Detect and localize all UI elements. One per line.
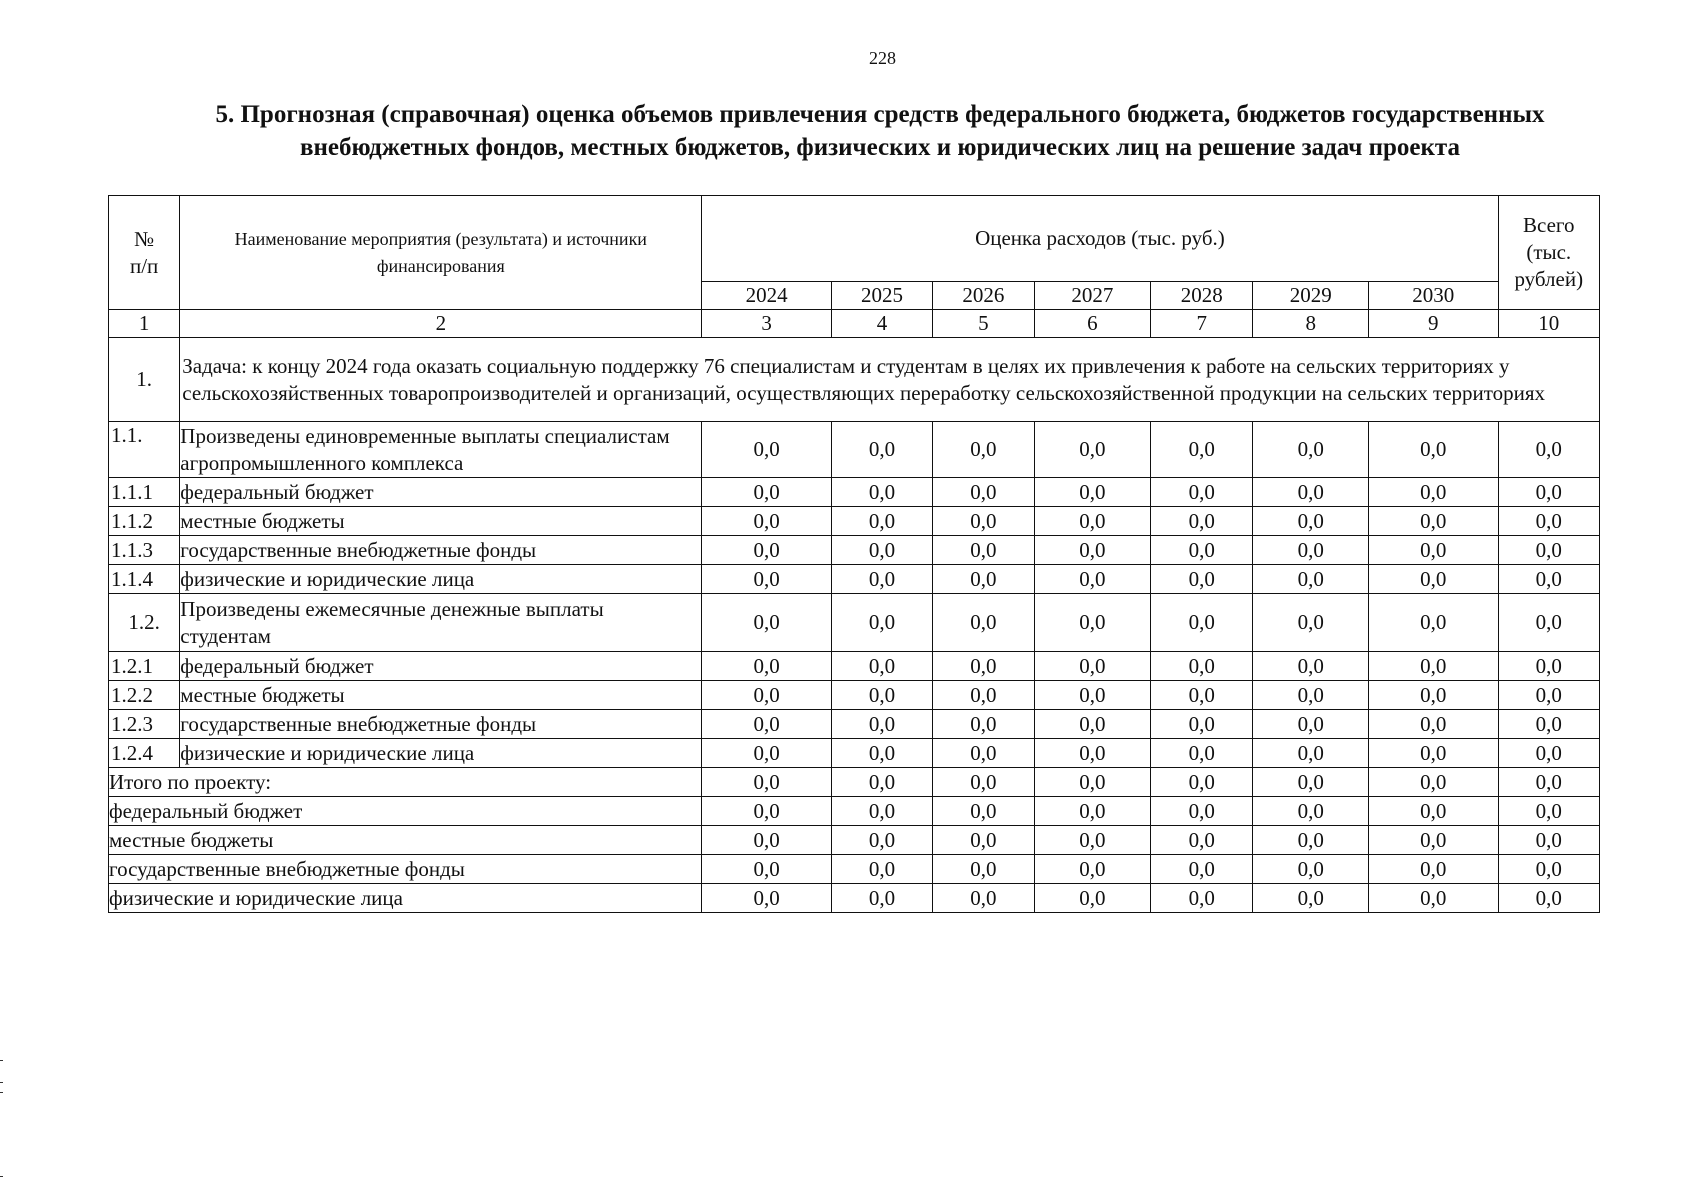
row-name: федеральный бюджет	[180, 652, 702, 681]
value-cell: 0,0	[831, 710, 932, 739]
total-value-cell: 0,0	[1151, 855, 1253, 884]
row-num: 1.1.	[109, 422, 180, 478]
row-name: государственные внебюджетные фонды	[180, 710, 702, 739]
row-num: 1.1.2	[109, 507, 180, 536]
header-row	[109, 196, 1600, 282]
header-total-line2: (тыс.	[1526, 240, 1572, 264]
total-value-cell: 0,0	[831, 855, 932, 884]
row-name: государственные внебюджетные фонды	[180, 536, 702, 565]
value-cell: 0,0	[1151, 507, 1253, 536]
header-total-line3: рублей)	[1514, 267, 1584, 291]
total-name: Итого по проекту:	[109, 768, 702, 797]
total-value-cell: 0,0	[831, 768, 932, 797]
row-name: Произведены единовременные выплаты специалистам агропромышленного комплекса	[180, 422, 702, 478]
value-cell: 0,0	[1498, 681, 1599, 710]
total-value-cell: 0,0	[1368, 884, 1498, 913]
total-value-cell: 0,0	[831, 884, 932, 913]
total-value-cell: 0,0	[702, 768, 832, 797]
total-value-cell: 0,0	[702, 797, 832, 826]
value-cell: 0,0	[1498, 739, 1599, 768]
total-value-cell: 0,0	[1498, 826, 1599, 855]
value-cell: 0,0	[1034, 478, 1150, 507]
scan-mark	[0, 1176, 3, 1177]
total-value-cell: 0,0	[1498, 797, 1599, 826]
value-cell: 0,0	[1368, 536, 1498, 565]
total-name: физические и юридические лица	[109, 884, 702, 913]
header-total	[1498, 196, 1599, 310]
value-cell: 0,0	[1151, 536, 1253, 565]
total-value-cell: 0,0	[1368, 826, 1498, 855]
value-cell: 0,0	[831, 652, 932, 681]
total-value-cell: 0,0	[1498, 768, 1599, 797]
value-cell: 0,0	[1034, 565, 1150, 594]
total-row	[109, 826, 1600, 855]
value-cell: 0,0	[702, 739, 832, 768]
table-row	[109, 478, 1600, 507]
row-name: местные бюджеты	[180, 507, 702, 536]
total-name: местные бюджеты	[109, 826, 702, 855]
total-value-cell: 0,0	[1498, 884, 1599, 913]
year-cell: 2025	[831, 282, 932, 310]
total-value-cell: 0,0	[1368, 768, 1498, 797]
total-row	[109, 797, 1600, 826]
row-num: 1.2.	[109, 594, 180, 652]
task-row	[109, 338, 1600, 422]
total-name: государственные внебюджетные фонды	[109, 855, 702, 884]
year-cell: 2029	[1253, 282, 1368, 310]
value-cell: 0,0	[1151, 478, 1253, 507]
value-cell: 0,0	[1368, 652, 1498, 681]
value-cell: 0,0	[1368, 710, 1498, 739]
value-cell: 0,0	[933, 536, 1034, 565]
value-cell: 0,0	[933, 565, 1034, 594]
value-cell: 0,0	[1498, 710, 1599, 739]
value-cell: 0,0	[831, 478, 932, 507]
year-cell: 2028	[1151, 282, 1253, 310]
total-value-cell: 0,0	[1253, 768, 1368, 797]
total-value-cell: 0,0	[702, 884, 832, 913]
value-cell: 0,0	[831, 536, 932, 565]
value-cell: 0,0	[1253, 507, 1368, 536]
value-cell: 0,0	[1034, 739, 1150, 768]
total-value-cell: 0,0	[702, 826, 832, 855]
year-cell: 2024	[702, 282, 832, 310]
total-value-cell: 0,0	[831, 826, 932, 855]
value-cell: 0,0	[1253, 565, 1368, 594]
total-name: федеральный бюджет	[109, 797, 702, 826]
total-value-cell: 0,0	[933, 826, 1034, 855]
table-row	[109, 681, 1600, 710]
header-name: Наименование мероприятия (результата) и источники финансирования	[180, 196, 702, 310]
value-cell: 0,0	[933, 422, 1034, 478]
table-row	[109, 710, 1600, 739]
value-cell: 0,0	[933, 681, 1034, 710]
table-row	[109, 507, 1600, 536]
year-cell: 2030	[1368, 282, 1498, 310]
value-cell: 0,0	[1151, 594, 1253, 652]
total-value-cell: 0,0	[1151, 884, 1253, 913]
header-num-line1: №	[134, 226, 155, 251]
document-title	[110, 98, 1650, 164]
title-line-1: 5. Прогнозная (справочная) оценка объемов привлечения средств федерального бюджета, бюджетов государственных	[215, 101, 1545, 128]
total-value-cell: 0,0	[933, 855, 1034, 884]
value-cell: 0,0	[702, 565, 832, 594]
value-cell: 0,0	[933, 478, 1034, 507]
value-cell: 0,0	[1253, 422, 1368, 478]
row-num: 1.1.4	[109, 565, 180, 594]
col-number: 8	[1253, 310, 1368, 338]
value-cell: 0,0	[1498, 422, 1599, 478]
value-cell: 0,0	[702, 478, 832, 507]
row-num: 1.2.2	[109, 681, 180, 710]
value-cell: 0,0	[1151, 739, 1253, 768]
value-cell: 0,0	[1151, 565, 1253, 594]
col-number: 1	[109, 310, 180, 338]
value-cell: 0,0	[1034, 710, 1150, 739]
col-number: 4	[831, 310, 932, 338]
total-value-cell: 0,0	[1034, 826, 1150, 855]
table-row	[109, 739, 1600, 768]
total-value-cell: 0,0	[1034, 884, 1150, 913]
value-cell: 0,0	[1034, 507, 1150, 536]
col-number: 9	[1368, 310, 1498, 338]
header-num	[109, 196, 180, 310]
col-number: 3	[702, 310, 832, 338]
value-cell: 0,0	[1253, 536, 1368, 565]
value-cell: 0,0	[1368, 681, 1498, 710]
value-cell: 0,0	[1034, 536, 1150, 565]
table-row	[109, 652, 1600, 681]
value-cell: 0,0	[1253, 652, 1368, 681]
scan-mark	[0, 1060, 3, 1061]
total-value-cell: 0,0	[1034, 855, 1150, 884]
value-cell: 0,0	[1151, 710, 1253, 739]
value-cell: 0,0	[1151, 652, 1253, 681]
column-number-row	[109, 310, 1600, 338]
value-cell: 0,0	[831, 739, 932, 768]
value-cell: 0,0	[831, 681, 932, 710]
total-value-cell: 0,0	[1253, 884, 1368, 913]
year-cell: 2027	[1034, 282, 1150, 310]
row-name: физические и юридические лица	[180, 565, 702, 594]
value-cell: 0,0	[702, 422, 832, 478]
page-number: 228	[869, 48, 896, 68]
header-total-line1: Всего	[1523, 213, 1575, 237]
value-cell: 0,0	[933, 507, 1034, 536]
value-cell: 0,0	[1498, 536, 1599, 565]
row-num: 1.2.3	[109, 710, 180, 739]
table-row	[109, 565, 1600, 594]
table-row	[109, 422, 1600, 478]
row-num: 1.1.3	[109, 536, 180, 565]
row-name: Произведены ежемесячные денежные выплаты студентам	[180, 594, 702, 652]
value-cell: 0,0	[702, 594, 832, 652]
value-cell: 0,0	[1498, 594, 1599, 652]
budget-table	[108, 195, 1600, 913]
table-row	[109, 594, 1600, 652]
total-value-cell: 0,0	[1368, 855, 1498, 884]
table-row	[109, 536, 1600, 565]
total-value-cell: 0,0	[1253, 797, 1368, 826]
value-cell: 0,0	[1368, 739, 1498, 768]
value-cell: 0,0	[702, 710, 832, 739]
total-row	[109, 768, 1600, 797]
total-row	[109, 855, 1600, 884]
value-cell: 0,0	[933, 739, 1034, 768]
total-value-cell: 0,0	[933, 768, 1034, 797]
col-number: 7	[1151, 310, 1253, 338]
row-name: местные бюджеты	[180, 681, 702, 710]
total-value-cell: 0,0	[702, 855, 832, 884]
title-line-2: внебюджетных фондов, местных бюджетов, физических и юридических лиц на решение задач проекта	[299, 134, 1461, 161]
total-value-cell: 0,0	[831, 797, 932, 826]
total-value-cell: 0,0	[933, 884, 1034, 913]
col-number: 2	[180, 310, 702, 338]
header-num-line2: п/п	[129, 253, 159, 278]
value-cell: 0,0	[831, 594, 932, 652]
value-cell: 0,0	[933, 652, 1034, 681]
value-cell: 0,0	[831, 565, 932, 594]
scan-mark	[0, 1092, 3, 1093]
scan-mark	[0, 1082, 3, 1083]
value-cell: 0,0	[1253, 478, 1368, 507]
col-number: 5	[933, 310, 1034, 338]
value-cell: 0,0	[1034, 652, 1150, 681]
total-row	[109, 884, 1600, 913]
row-num: 1.1.1	[109, 478, 180, 507]
value-cell: 0,0	[933, 710, 1034, 739]
total-value-cell: 0,0	[1151, 768, 1253, 797]
value-cell: 0,0	[1034, 681, 1150, 710]
value-cell: 0,0	[933, 594, 1034, 652]
total-value-cell: 0,0	[1253, 855, 1368, 884]
task-num: 1.	[109, 338, 180, 422]
value-cell: 0,0	[1368, 422, 1498, 478]
value-cell: 0,0	[1151, 681, 1253, 710]
year-cell: 2026	[933, 282, 1034, 310]
col-number: 10	[1498, 310, 1599, 338]
total-value-cell: 0,0	[1151, 826, 1253, 855]
total-value-cell: 0,0	[1151, 797, 1253, 826]
row-name: физические и юридические лица	[180, 739, 702, 768]
value-cell: 0,0	[1498, 565, 1599, 594]
value-cell: 0,0	[831, 422, 932, 478]
value-cell: 0,0	[1498, 652, 1599, 681]
value-cell: 0,0	[831, 507, 932, 536]
row-num: 1.2.1	[109, 652, 180, 681]
row-name: федеральный бюджет	[180, 478, 702, 507]
value-cell: 0,0	[702, 507, 832, 536]
value-cell: 0,0	[1151, 422, 1253, 478]
row-num: 1.2.4	[109, 739, 180, 768]
value-cell: 0,0	[1368, 565, 1498, 594]
value-cell: 0,0	[1498, 507, 1599, 536]
total-value-cell: 0,0	[1034, 768, 1150, 797]
total-value-cell: 0,0	[933, 797, 1034, 826]
value-cell: 0,0	[1034, 422, 1150, 478]
value-cell: 0,0	[702, 652, 832, 681]
value-cell: 0,0	[1498, 478, 1599, 507]
value-cell: 0,0	[1368, 507, 1498, 536]
total-value-cell: 0,0	[1498, 855, 1599, 884]
value-cell: 0,0	[1253, 594, 1368, 652]
value-cell: 0,0	[1368, 594, 1498, 652]
value-cell: 0,0	[1253, 681, 1368, 710]
value-cell: 0,0	[1368, 478, 1498, 507]
task-text: Задача: к концу 2024 года оказать социальную поддержку 76 специалистам и студентам в целях их привлечения к работе на сельских территориях у сельскохозяйственных товаропроизводителей и организаций, осуществляющих переработку сельскохозяйственной продукции на сельских территориях	[180, 338, 1600, 422]
total-value-cell: 0,0	[1368, 797, 1498, 826]
value-cell: 0,0	[1253, 710, 1368, 739]
header-estimate: Оценка расходов (тыс. руб.)	[702, 196, 1498, 282]
value-cell: 0,0	[1034, 594, 1150, 652]
value-cell: 0,0	[702, 681, 832, 710]
value-cell: 0,0	[702, 536, 832, 565]
total-value-cell: 0,0	[1253, 826, 1368, 855]
value-cell: 0,0	[1253, 739, 1368, 768]
total-value-cell: 0,0	[1034, 797, 1150, 826]
col-number: 6	[1034, 310, 1150, 338]
